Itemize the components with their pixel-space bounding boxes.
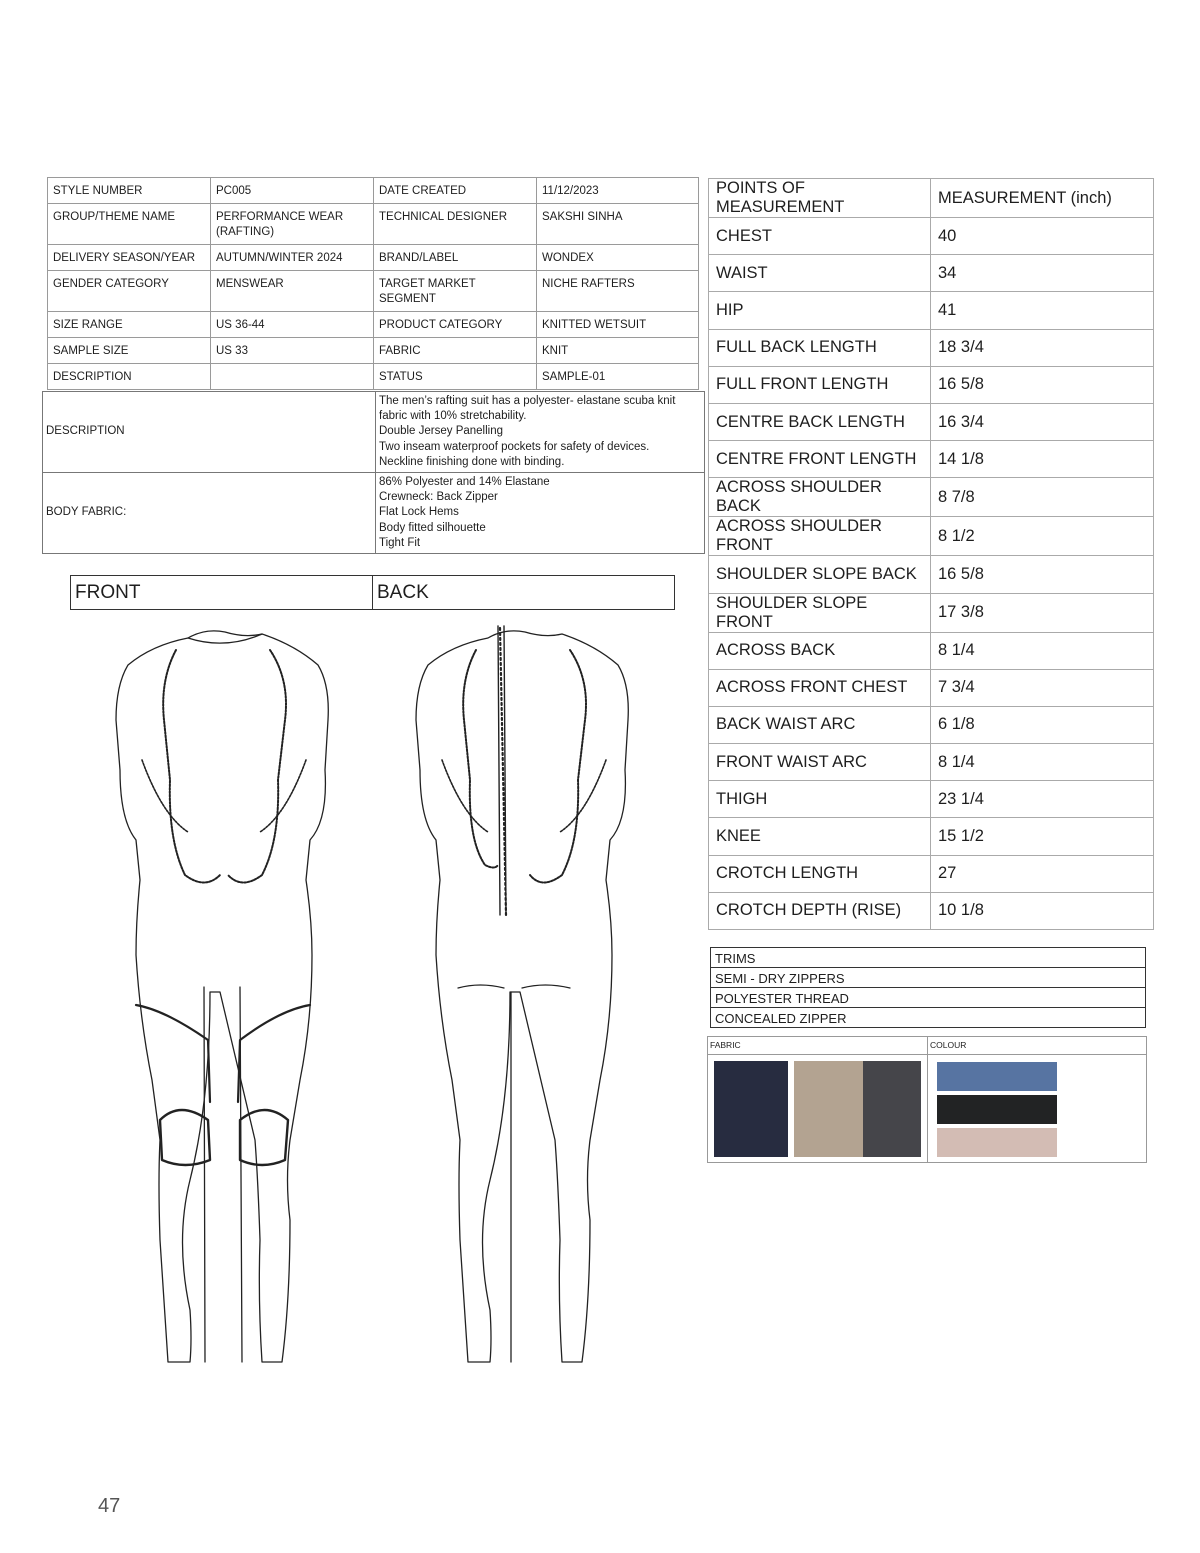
measurement-value: 18 3/4	[931, 329, 1154, 366]
description-label: DESCRIPTION	[43, 392, 376, 473]
measurement-value: 15 1/2	[931, 818, 1154, 855]
measurement-row	[709, 329, 1154, 366]
fabric-label: FABRIC	[710, 1040, 741, 1050]
spec-value: KNIT	[537, 338, 699, 364]
measurement-row	[709, 517, 1154, 556]
colour-swatch-black	[937, 1095, 1057, 1124]
description-line: The men’s rafting suit has a polyester- elastane scuba knit fabric with 10% stretchability.	[379, 395, 676, 423]
spec-label: BRAND/LABEL	[374, 245, 537, 271]
front-view-sketch	[116, 631, 328, 1362]
view-header	[70, 575, 675, 610]
measurement-row	[709, 556, 1154, 593]
measurement-point: ACROSS SHOULDER FRONT	[709, 517, 931, 556]
measurement-value: 8 1/2	[931, 517, 1154, 556]
body-fabric-text	[376, 473, 705, 554]
body-fabric-line: Flat Lock Hems	[379, 506, 459, 519]
measurement-value: 6 1/8	[931, 706, 1154, 743]
description-text	[376, 392, 705, 473]
measurement-point: ACROSS FRONT CHEST	[709, 669, 931, 706]
trim-item: POLYESTER THREAD	[711, 988, 1146, 1008]
spec-value: WONDEX	[537, 245, 699, 271]
measurement-value: 14 1/8	[931, 441, 1154, 478]
measurement-header: MEASUREMENT (inch)	[931, 179, 1154, 218]
measurement-row	[709, 669, 1154, 706]
measurement-row	[709, 632, 1154, 669]
measurement-header-row	[709, 179, 1154, 218]
measurement-value: 40	[931, 218, 1154, 255]
measurement-point: HIP	[709, 292, 931, 329]
spec-value: SAKSHI SINHA	[537, 204, 699, 245]
measurement-table	[708, 178, 1154, 930]
spec-value: PERFORMANCE WEAR (RAFTING)	[211, 204, 374, 245]
trims-table	[710, 947, 1146, 1028]
measurement-row	[709, 706, 1154, 743]
measurement-header: POINTS OF MEASUREMENT	[709, 179, 931, 218]
measurement-point: SHOULDER SLOPE BACK	[709, 556, 931, 593]
back-view-sketch	[416, 626, 628, 1362]
spec-row	[48, 178, 699, 204]
measurement-row	[709, 892, 1154, 929]
fabric-swatch-charcoal	[863, 1061, 921, 1157]
trim-item: CONCEALED ZIPPER	[711, 1008, 1146, 1028]
colour-swatch-blue	[937, 1062, 1057, 1091]
back-label: BACK	[373, 576, 675, 610]
fabric-swatch-navy	[714, 1061, 788, 1157]
spec-label: STATUS	[374, 364, 537, 390]
measurement-point: CHEST	[709, 218, 931, 255]
spec-row	[48, 271, 699, 312]
colour-swatch-pink	[937, 1128, 1057, 1157]
measurement-row	[709, 744, 1154, 781]
spec-value: US 36-44	[211, 312, 374, 338]
spec-value: NICHE RAFTERS	[537, 271, 699, 312]
measurement-point: CENTRE FRONT LENGTH	[709, 441, 931, 478]
measurement-value: 8 1/4	[931, 744, 1154, 781]
spec-value: PC005	[211, 178, 374, 204]
measurement-row	[709, 218, 1154, 255]
body-fabric-line: Crewneck: Back Zipper	[379, 491, 498, 504]
garment-sketch	[80, 620, 660, 1380]
front-label: FRONT	[71, 576, 373, 610]
measurement-row	[709, 441, 1154, 478]
measurement-row	[709, 366, 1154, 403]
measurement-point: FULL BACK LENGTH	[709, 329, 931, 366]
spec-row	[48, 312, 699, 338]
spec-value: KNITTED WETSUIT	[537, 312, 699, 338]
body-fabric-line: 86% Polyester and 14% Elastane	[379, 476, 550, 489]
measurement-value: 41	[931, 292, 1154, 329]
measurement-point: BACK WAIST ARC	[709, 706, 931, 743]
measurement-value: 8 1/4	[931, 632, 1154, 669]
spec-row	[48, 364, 699, 390]
description-table	[42, 391, 705, 554]
measurement-point: CROTCH LENGTH	[709, 855, 931, 892]
measurement-point: ACROSS BACK	[709, 632, 931, 669]
measurement-value: 23 1/4	[931, 781, 1154, 818]
measurement-point: KNEE	[709, 818, 931, 855]
swatch-divider	[927, 1037, 928, 1162]
spec-label: DATE CREATED	[374, 178, 537, 204]
measurement-value: 16 5/8	[931, 556, 1154, 593]
spec-label: GROUP/THEME NAME	[48, 204, 211, 245]
trims-header: TRIMS	[711, 948, 1146, 968]
measurement-point: CENTRE BACK LENGTH	[709, 403, 931, 440]
measurement-point: CROTCH DEPTH (RISE)	[709, 892, 931, 929]
spec-row	[48, 338, 699, 364]
fabric-swatch-beige	[794, 1061, 868, 1157]
body-fabric-row	[43, 473, 705, 554]
measurement-value: 7 3/4	[931, 669, 1154, 706]
colour-label: COLOUR	[930, 1040, 967, 1050]
swatch-panel	[707, 1036, 1147, 1163]
measurement-point: FULL FRONT LENGTH	[709, 366, 931, 403]
measurement-row	[709, 478, 1154, 517]
measurement-point: FRONT WAIST ARC	[709, 744, 931, 781]
measurement-row	[709, 855, 1154, 892]
spec-label: FABRIC	[374, 338, 537, 364]
spec-table	[47, 177, 699, 390]
measurement-row	[709, 781, 1154, 818]
spec-row	[48, 204, 699, 245]
measurement-point: ACROSS SHOULDER BACK	[709, 478, 931, 517]
spec-label: STYLE NUMBER	[48, 178, 211, 204]
description-row	[43, 392, 705, 473]
body-fabric-line: Tight Fit	[379, 536, 421, 549]
measurement-row	[709, 292, 1154, 329]
measurement-value: 8 7/8	[931, 478, 1154, 517]
spec-label: TARGET MARKET SEGMENT	[374, 271, 537, 312]
description-line: Double Jersey Panelling	[379, 425, 504, 438]
measurement-point: THIGH	[709, 781, 931, 818]
spec-value: AUTUMN/WINTER 2024	[211, 245, 374, 271]
spec-label: SIZE RANGE	[48, 312, 211, 338]
measurement-row	[709, 403, 1154, 440]
body-fabric-label: BODY FABRIC:	[43, 473, 376, 554]
spec-label: DESCRIPTION	[48, 364, 211, 390]
measurement-row	[709, 255, 1154, 292]
spec-value: 11/12/2023	[537, 178, 699, 204]
spec-value: SAMPLE-01	[537, 364, 699, 390]
spec-label: GENDER CATEGORY	[48, 271, 211, 312]
spec-value	[211, 364, 374, 390]
measurement-value: 17 3/8	[931, 593, 1154, 632]
measurement-value: 27	[931, 855, 1154, 892]
trim-item: SEMI - DRY ZIPPERS	[711, 968, 1146, 988]
spec-label: TECHNICAL DESIGNER	[374, 204, 537, 245]
spec-label: DELIVERY SEASON/YEAR	[48, 245, 211, 271]
measurement-row	[709, 593, 1154, 632]
spec-value: MENSWEAR	[211, 271, 374, 312]
spec-row	[48, 245, 699, 271]
description-line: Neckline finishing done with binding.	[379, 455, 565, 468]
measurement-value: 10 1/8	[931, 892, 1154, 929]
spec-label: SAMPLE SIZE	[48, 338, 211, 364]
measurement-point: SHOULDER SLOPE FRONT	[709, 593, 931, 632]
measurement-value: 16 5/8	[931, 366, 1154, 403]
measurement-row	[709, 818, 1154, 855]
body-fabric-line: Body fitted silhouette	[379, 521, 486, 534]
measurement-value: 34	[931, 255, 1154, 292]
spec-label: PRODUCT CATEGORY	[374, 312, 537, 338]
measurement-point: WAIST	[709, 255, 931, 292]
measurement-value: 16 3/4	[931, 403, 1154, 440]
spec-value: US 33	[211, 338, 374, 364]
description-line: Two inseam waterproof pockets for safety of devices.	[379, 440, 650, 453]
page-number: 47	[98, 1495, 121, 1517]
